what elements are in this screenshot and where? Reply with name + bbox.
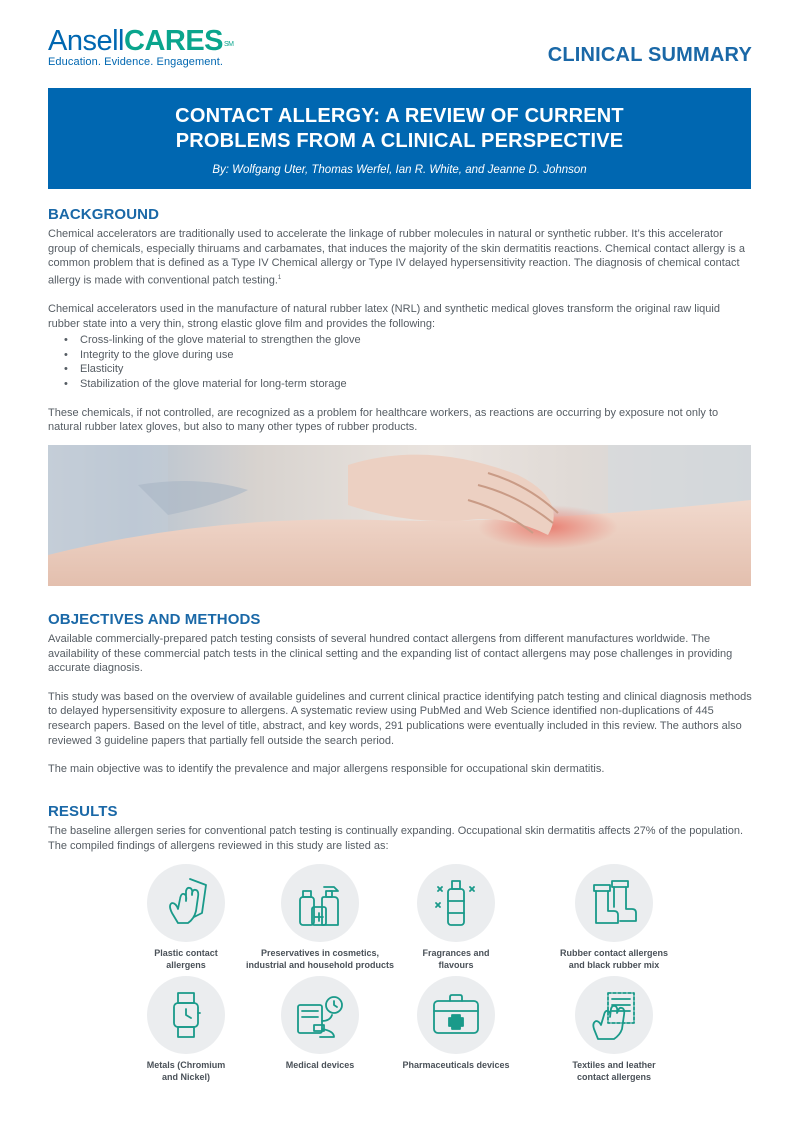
- allergen-label-line-1: Fragrances and: [422, 948, 490, 958]
- background-paragraph-2: Chemical accelerators used in the manufacture of natural rubber latex (NRL) and synthetic medical gloves transform the original raw liquid rubber state into a very thin, strong elastic glove film and provides the following:: [48, 303, 720, 330]
- objectives-paragraph-3: The main objective was to identify the prevalence and major allergens responsible for occupational skin dermatitis.: [48, 763, 605, 776]
- hand-textile-icon: [584, 985, 644, 1045]
- icon-circle: [281, 864, 359, 942]
- background-paragraph-1-text: Chemical accelerators are traditionally used to accelerate the linkage of rubber molecules in natural or synthetic rubber. It’s this accelerator group of chemicals, especially thiruams and carbamates, that induces the majority of the skin dermatitis reactions. Chemical contact allergy is a common problem that is defined as a Type IV Chemical allergy or Type IV delayed hypersensitivity reaction. The diagnosis of chemical contact allergy is made with conventional patch testing.: [48, 228, 745, 287]
- results-heading: RESULTS: [48, 803, 118, 820]
- perfume-bottle-icon: [426, 873, 486, 933]
- document-type-label: CLINICAL SUMMARY: [547, 44, 752, 66]
- allergen-label-line-1: Plastic contact: [154, 948, 218, 958]
- allergen-label-line-2: and black rubber mix: [568, 959, 660, 970]
- objectives-paragraph-2: This study was based on the overview of available guidelines and current clinical practice identifying patch testing and clinical diagnosis methods to delayed hypersensitivity exposure to allergens. A systematic review using PubMed and Web Science identified non-duplications of 445 research papers. Based on the level of title, abstract, and key words, 291 publications were eventually included in this review. The authors also reviewed 3 guideline papers that partially fell outside the search period.: [48, 690, 752, 747]
- icon-circle: [575, 864, 653, 942]
- ansell-cares-logo: [48, 26, 234, 68]
- authors-line: By: Wolfgang Uter, Thomas Werfel, Ian R. White, and Jeanne D. Johnson: [212, 164, 587, 176]
- logo-cares: CARES: [124, 25, 224, 57]
- results-paragraph-1: The baseline allergen series for conventional patch testing is continually expanding. Occupational skin dermatitis affects 27% of the population. The compiled findings of allergens reviewed in this study are listed as:: [48, 825, 744, 852]
- rubber-boots-icon: [584, 873, 644, 933]
- icon-circle: [575, 976, 653, 1054]
- allergen-label: [534, 1060, 694, 1083]
- title-banner: [48, 88, 751, 189]
- icon-circle: [281, 976, 359, 1054]
- accelerator-benefits-list: [64, 333, 752, 391]
- list-item: • Elasticity: [64, 362, 752, 377]
- list-item: • Stabilization of the glove material for long-term storage: [64, 377, 752, 392]
- allergen-label-line-1: Textiles and leather: [572, 1060, 656, 1070]
- logo-wordmark: [48, 26, 234, 56]
- objectives-section: [48, 611, 752, 777]
- background-paragraph-3: These chemicals, if not controlled, are recognized as a problem for healthcare workers, as reactions are occurring by exposure not only to natural rubber latex gloves, but also to many other types of rubber products.: [48, 406, 719, 434]
- allergen-label: [534, 948, 694, 971]
- allergen-item-fragrances: [376, 864, 536, 971]
- background-section: [48, 206, 752, 435]
- allergen-label-line-1: Metals (Chromium: [146, 1060, 226, 1070]
- list-item: • Integrity to the glove during use: [64, 348, 752, 363]
- logo-tagline: Education. Evidence. Engagement.: [48, 56, 224, 68]
- footnote-reference: 1: [277, 274, 282, 281]
- blood-pressure-monitor-icon: [290, 985, 350, 1045]
- objectives-paragraph-1: Available commercially-prepared patch testing consists of several hundred contact allergens from different manufactures worldwide. The availability of these commercial patch tests in the clinical setting and the expanding list of contact allergens may pose challenges in providing accurate diagnosis.: [48, 633, 733, 675]
- icon-circle: [417, 976, 495, 1054]
- allergen-label-line-1: Pharmaceuticals devices: [402, 1060, 510, 1070]
- allergen-label-line-2: flavours: [438, 959, 474, 970]
- results-section: [48, 803, 752, 853]
- allergen-item-pharmaceuticals: [376, 976, 536, 1072]
- skin-dermatitis-photo: [48, 445, 751, 586]
- logo-service-mark: SM: [224, 41, 234, 48]
- watch-icon: [156, 985, 216, 1045]
- allergen-label-line-1: Medical devices: [285, 1060, 355, 1070]
- icon-circle: [417, 864, 495, 942]
- icon-circle: [147, 976, 225, 1054]
- allergen-label: [376, 1060, 536, 1072]
- allergen-label-line-1: Rubber contact allergens: [559, 948, 669, 958]
- allergen-item-rubber: [534, 864, 694, 971]
- icon-circle: [147, 864, 225, 942]
- objectives-heading: OBJECTIVES AND METHODS: [48, 611, 261, 628]
- allergen-label-line-2: industrial and household products: [245, 959, 394, 970]
- allergen-item-textiles: [534, 976, 694, 1083]
- allergen-label-line-2: contact allergens: [576, 1071, 652, 1082]
- document-title: [48, 104, 751, 154]
- glove-icon: [156, 873, 216, 933]
- allergen-icons-grid: [108, 860, 708, 1110]
- background-paragraph-1: [48, 227, 752, 288]
- logo-ansell: Ansell: [48, 25, 124, 57]
- page-header: [0, 0, 800, 88]
- medical-kit-icon: [426, 985, 486, 1045]
- title-line-2: PROBLEMS FROM A CLINICAL PERSPECTIVE: [175, 130, 624, 152]
- allergen-label-line-1: Preservatives in cosmetics,: [260, 948, 380, 958]
- list-item: • Cross-linking of the glove material to strengthen the glove: [64, 333, 752, 348]
- allergen-label-line-2: allergens: [166, 959, 206, 970]
- title-line-1: CONTACT ALLERGY: A REVIEW OF CURRENT: [175, 105, 624, 127]
- scratching-arm-illustration: [48, 445, 751, 586]
- allergen-label-line-2: and Nickel): [161, 1071, 210, 1082]
- background-heading: BACKGROUND: [48, 206, 159, 223]
- allergen-label: [376, 948, 536, 971]
- spray-bottles-icon: [290, 873, 350, 933]
